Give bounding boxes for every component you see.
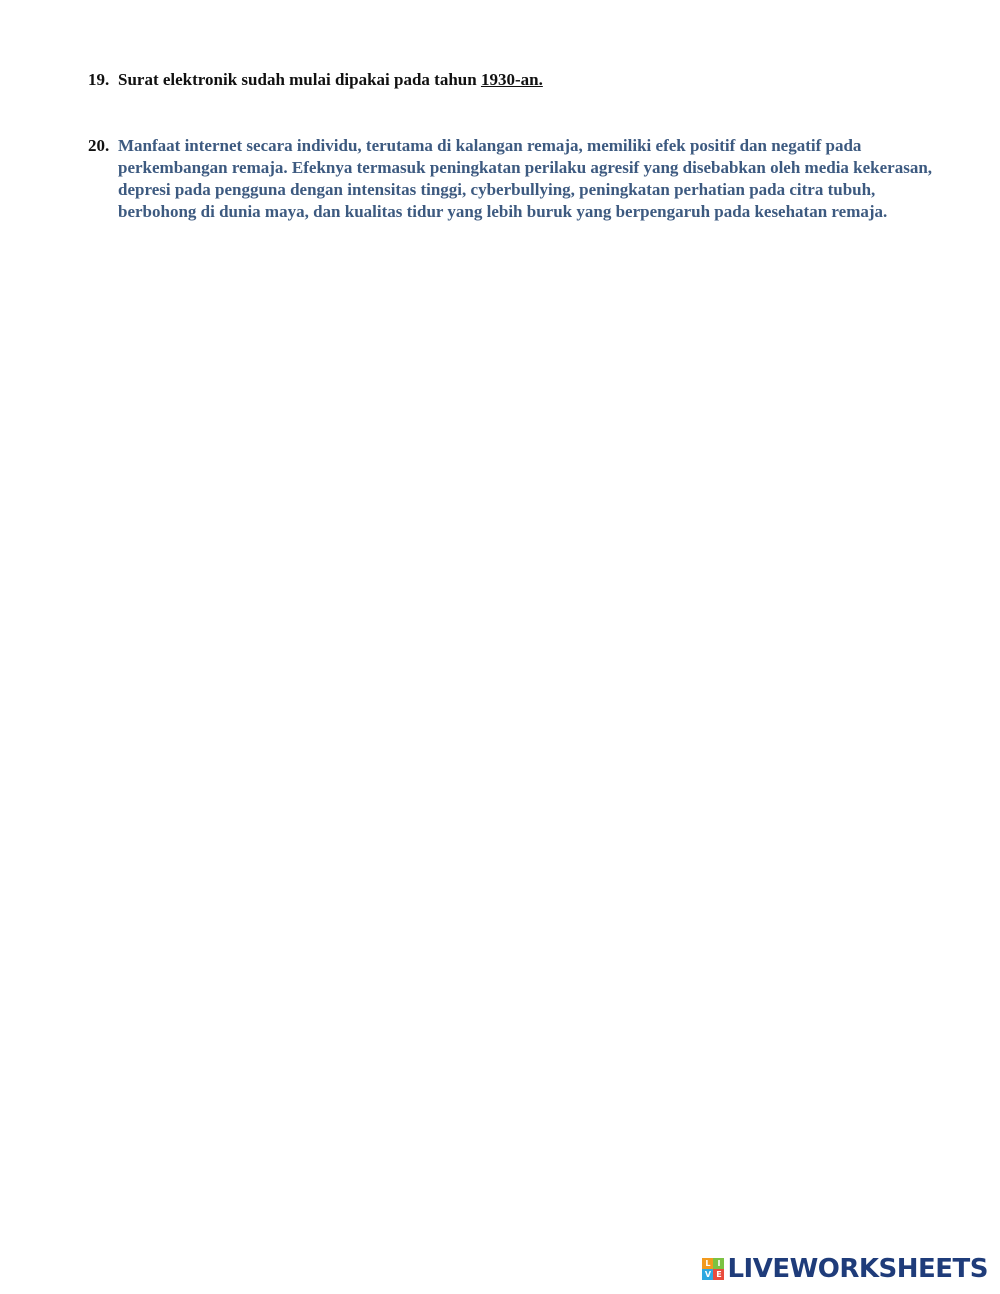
logo-mark-letter: V [702,1269,713,1280]
question-text [118,69,948,91]
logo-text: LIVEWORKSHEETS [727,1254,988,1284]
question-20 [88,135,948,223]
logo-mark-letter: E [713,1269,724,1280]
question-number: 19. [88,70,110,89]
answer-text: 1930-an. [480,70,543,89]
question-number: 20. [88,136,110,155]
logo-mark-letter: L [702,1258,713,1269]
liveworksheets-logo [702,1254,988,1284]
logo-mark-letter: I [713,1258,724,1269]
question-text: Manfaat internet secara individu, terutama di kalangan remaja, memiliki efek positif dan negatif pada perkembangan remaja. Efeknya termasuk peningkatan perilaku agresif yang disebabkan oleh media kekerasan, depresi pada pengguna dengan intensitas tinggi, cyberbullying, peningkatan perhatian pada citra tubuh, berbohong di dunia maya, dan kualitas tidur yang lebih buruk yang berpengaruh pada kesehatan remaja. [118,136,933,221]
question-19 [88,69,948,91]
statement-text: Surat elektronik sudah mulai dipakai pada tahun [118,70,481,89]
logo-mark-icon [702,1258,724,1280]
